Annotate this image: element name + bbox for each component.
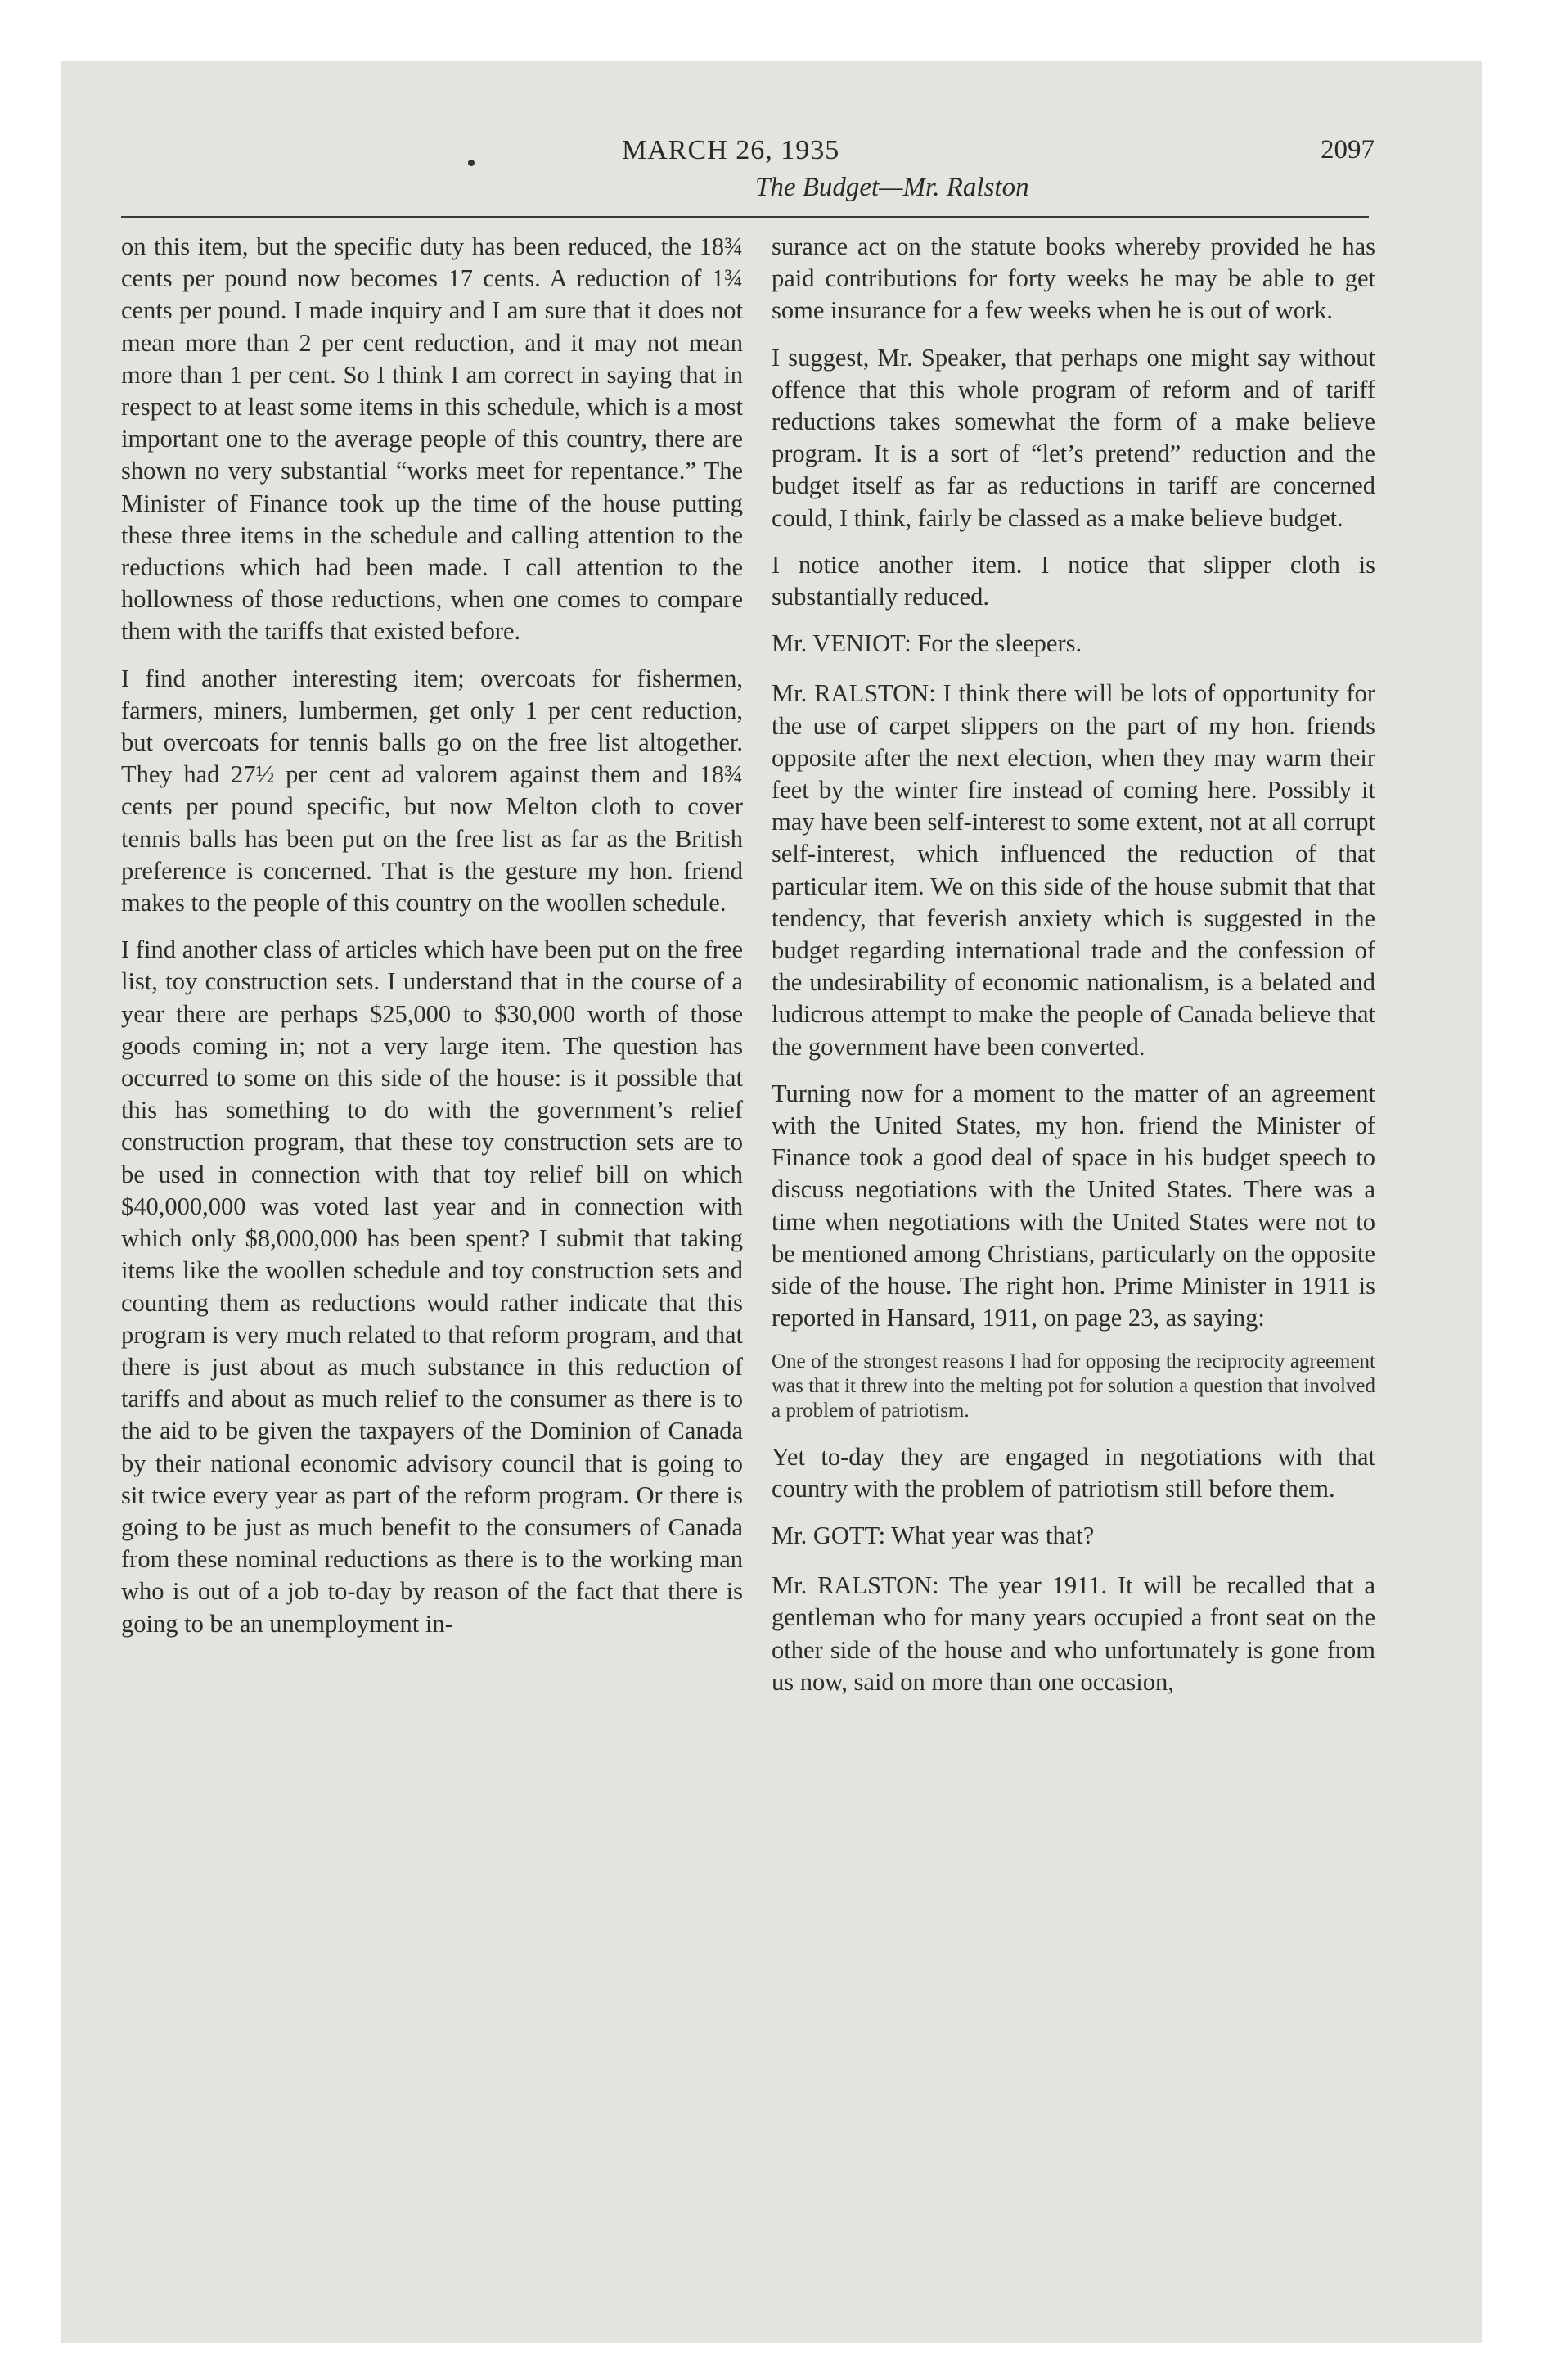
paragraph: I find another interesting item; overcoats for fishermen, farmers, miners, lumbermen, get only 1 per cent reduction, but overcoats for tennis balls go on the free list altogether. They had 27½ per cent ad valorem against them and 18¾ cents per pound specific, but now Melton cloth to cover tennis balls has been put on the free list as far as the British preference is concerned. That is the gesture my hon. friend makes to the people of this country on the woollen schedule.	[121, 664, 743, 917]
paragraph: Yet to-day they are engaged in negotiations with that country with the problem of patriotism still before them.	[772, 1442, 1375, 1503]
paragraph: on this item, but the specific duty has been reduced, the 18¾ cents per pound now becomes 17 cents. A reduction of 1¾ cents per pound. I made inquiry and I am sure that it does not mean more than 2 per cent reduction, and it may not mean more than 1 per cent. So I think I am correct in saying that in respect to at least some items in this schedule, which is a most important one to the average people of this country, there are shown no very substantial “works meet for repentance.” The Minister of Finance took up the time of the house putting these three items in the schedule and calling attention to the reductions which had been made. I call attention to the hollowness of those reductions, when one comes to compare them with the tariffs that existed before.	[121, 232, 743, 646]
left-column	[121, 231, 743, 1655]
speaker-line: Mr. GOTT: What year was that?	[772, 1521, 1095, 1549]
header-rule	[121, 216, 1369, 218]
running-title: The Budget—Mr. Ralston	[755, 173, 1029, 202]
paragraph: Turning now for a moment to the matter of an agreement with the United States, my hon. friend the Minister of Finance took a good deal of space in his budget speech to discuss negotiations with the United States. There was a time when negotiations with the United States were not to be mentioned among Christians, particularly on the opposite side of the house. The right hon. Prime Minister in 1911 is reported in Hansard, 1911, on page 23, as saying:	[772, 1079, 1375, 1332]
speaker-line: Mr. VENIOT: For the sleepers.	[772, 629, 1082, 658]
right-column	[772, 231, 1375, 1713]
header-dot	[468, 160, 475, 166]
paragraph: I suggest, Mr. Speaker, that perhaps one might say without offence that this whole program of reform and of tariff reductions takes somewhat the form of a make believe program. It is a sort of “let’s pretend” reduction and the budget itself as far as reductions in tariff are concerned could, I think, fairly be classed as a make believe budget.	[772, 343, 1375, 532]
page-number: 2097	[1321, 135, 1375, 165]
paragraph: Mr. RALSTON: The year 1911. It will be recalled that a gentleman who for many years occupied a front seat on the other side of the house and who unfortunately is gone from us now, said on more than one occasion,	[772, 1571, 1375, 1696]
page-header	[121, 135, 1375, 217]
paragraph: Mr. RALSTON: I think there will be lots of opportunity for the use of carpet slippers on the part of my hon. friends opposite after the next election, when they may warm their feet by the winter fire instead of coming here. Possibly it may have been self-interest to some extent, not at all corrupt self-interest, which influenced the reduction of that particular item. We on this side of the house submit that that tendency, that feverish anxiety which is suggested in the budget regarding international trade and the confession of the undesirability of economic nationalism, is a belated and ludicrous attempt to make the people of Canada believe that the government have been converted.	[772, 679, 1375, 1061]
header-date: MARCH 26, 1935	[622, 135, 840, 165]
block-quote: One of the strongest reasons I had for opposing the reciprocity agreement was that it threw into the melting pot for solution a question that involved a problem of patriotism.	[772, 1350, 1375, 1422]
paragraph: I notice another item. I notice that slipper cloth is substantially reduced.	[772, 550, 1375, 611]
paragraph: I find another class of articles which have been put on the free list, toy construction sets. I understand that in the course of a year there are perhaps $25,000 to $30,000 worth of those goods coming in; not a very large item. The question has occurred to some on this side of the house: is it possible that this has something to do with the government’s relief construction program, that these toy construction sets are to be used in connection with that toy relief bill on which $40,000,000 was voted last year and in connection with which only $8,000,000 has been spent? I submit that taking items like the woollen schedule and toy construction sets and counting them as reductions would rather indicate that this program is very much related to that reform program, and that there is just about as much substance in this reduction of tariffs and about as much relief to the consumer as there is to the aid to be given the taxpayers of the Dominion of Canada by their national economic advisory council that is going to sit twice every year as part of the reform program. Or there is going to be just as much benefit to the consumers of Canada from these nominal reductions as there is to the working man who is out of a job to-day by reason of the fact that there is going to be an unemployment in-	[121, 935, 743, 1638]
paragraph: surance act on the statute books whereby provided he has paid contributions for forty weeks he may be able to get some insurance for a few weeks when he is out of work.	[772, 232, 1375, 325]
